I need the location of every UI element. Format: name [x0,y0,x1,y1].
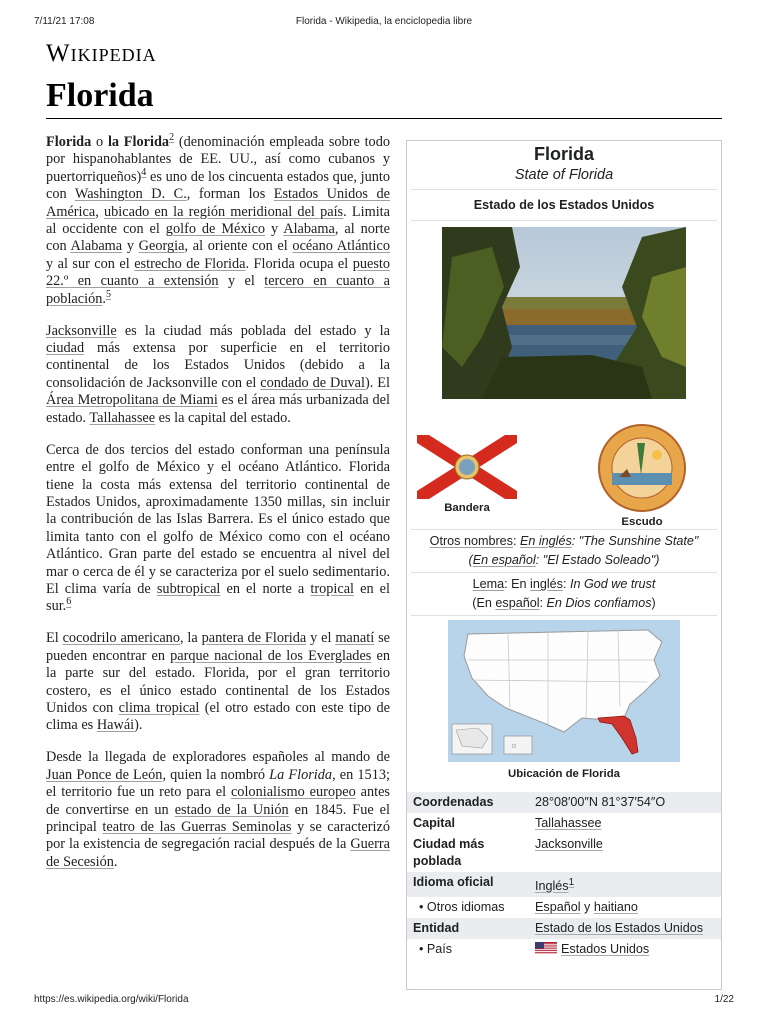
text: , en 1513; el territorio fue un reto para el [46,766,390,801]
link-panther[interactable]: pantera de Florida [201,630,307,647]
link-colonialism[interactable]: colonialismo europeo [230,784,356,801]
link-seminole-wars[interactable]: teatro de las Guerras Seminolas [102,819,292,835]
infobox-data-table [407,792,721,960]
divider [411,220,717,221]
row-capital [407,813,721,834]
link-jacksonville[interactable]: Jacksonville [46,322,117,339]
text: ) [651,596,656,610]
text: , la [179,630,202,647]
link-area-rank[interactable]: puesto 22.º en cuanto a extensión [46,255,391,290]
row-entity [407,918,721,939]
florida-flag-image[interactable] [417,435,517,499]
entity-value[interactable]: Estado de los Estados Unidos [535,921,704,936]
text: en la parte sur del estado. Florida, por el gran territorio costero, es el único estado continental de los Estados Unidos con [46,647,390,716]
text: : En [504,577,531,591]
text: : [571,534,579,548]
text: y [265,221,284,238]
text: es uno de los cincuenta estados que, junto con [46,168,390,203]
page-counter: 1/22 [714,994,734,1005]
nickname-lang-en[interactable]: En inglés [519,534,572,548]
history-paragraph [46,749,390,871]
title-divider [46,118,722,119]
link-atlantic[interactable]: océano Atlántico [292,238,390,255]
text: . [102,290,106,307]
coordinates-label: Coordenadas [407,792,529,813]
link-alabama[interactable]: Alabama [70,238,123,255]
row-country [407,939,721,960]
infobox [406,140,722,990]
link-washington[interactable]: Washington D. C. [74,186,187,203]
text: ). [134,717,143,734]
link-subtropical[interactable]: subtropical [156,580,221,597]
link-hawaii[interactable]: Hawái [96,717,135,734]
print-date: 7/11/21 17:08 [34,16,95,27]
link-tallahassee[interactable]: Tallahassee [89,409,156,426]
text: , al norte con [46,221,390,255]
coordinates-value[interactable]: 28°08′00″N 81°37′54″O [529,792,721,813]
text: (denominación empleada sobre todo por hispanohablantes de EE. UU., así como cubanos y puertorriqueños) [46,134,391,185]
link-strait[interactable]: estrecho de Florida [134,255,246,272]
nickname-value-en: "The Sunshine State" [578,534,699,548]
wikipedia-wordmark[interactable]: Wikipedia [46,40,157,67]
link-duval[interactable]: condado de Duval [260,374,365,391]
text: : [539,596,547,610]
text: más extensa por superficie en el territorio continental de los Estados Unidos (debido a la consolidación de Jacksonville con el [46,340,390,391]
row-coordinates [407,792,721,813]
text: , al oriente con el [184,238,293,255]
text: y al sur con el [46,255,135,272]
text: es el área más urbanizada del estado. [46,392,390,426]
state-symbols [407,409,721,529]
text: en 1845. Fue el principal [46,801,390,835]
divider [411,615,717,616]
infobox-entity-type: Estado de los Estados Unidos [473,198,655,212]
text: ) [655,553,660,567]
text: antes de convertirse en un [46,784,390,818]
link-population-rank[interactable]: tercero en cuanto a población [46,273,390,307]
cities-paragraph [46,323,390,427]
location-map[interactable] [448,620,680,762]
florida-seal-image[interactable] [597,423,687,513]
reference[interactable]: 4 [141,167,147,179]
text: . [113,853,118,870]
intro-paragraph [46,134,390,308]
text: , [95,203,104,220]
text: es la ciudad más poblada del estado y la [116,322,390,339]
other-languages-label: • Otros idiomas [419,900,505,915]
country-label: • País [419,942,453,957]
motto-lang-es[interactable]: español [495,596,540,610]
text: Desde la llegada de exploradores españoles al mando de [46,749,390,766]
text: y el [218,273,265,290]
text: (En [472,596,496,610]
reference[interactable]: 5 [105,288,111,300]
link-gulf[interactable]: golfo de México [165,221,266,238]
text: . Florida ocupa el [245,255,353,272]
capital-label: Capital [413,816,455,830]
motto-label[interactable]: Lema [472,577,505,591]
page-title: Florida [46,77,154,114]
geography-paragraph [46,442,390,616]
infobox-header [407,141,721,185]
text: y [122,238,139,255]
article-body [46,134,390,886]
text: (el otro estado con este tipo de clima es [46,699,390,734]
country-value[interactable]: Estados Unidos [561,942,650,957]
text: El [46,630,63,647]
motto-row [407,573,721,615]
link-city[interactable]: ciudad [46,340,85,357]
print-document-title: Florida - Wikipedia, la enciclopedia libre [295,16,473,27]
nickname-value-es: "El Estado Soleado" [542,553,656,567]
text: es la capital del estado. [155,409,291,426]
text: y se caracterizó por la existencia de segregación racial después de la [46,819,390,853]
print-footer [34,994,734,1008]
official-language-value[interactable]: Inglés [535,879,569,894]
link-georgia[interactable]: Georgia [138,238,185,255]
text: en el sur. [46,580,390,615]
wildlife-paragraph [46,630,390,734]
bold-term: Florida [46,134,92,150]
link-union-state[interactable]: estado de la Unión [174,801,289,818]
motto-lang-en[interactable]: inglés [530,577,563,591]
row-official-language [407,872,721,897]
flag-caption: Bandera [444,502,490,514]
infobox-title: Florida [533,144,594,164]
text: . Limita al occidente con el [46,203,390,238]
largest-city-label: Ciudad más poblada [413,837,485,868]
motto-value-en: In God we trust [569,577,656,591]
text: : [512,534,520,548]
link-manatee[interactable]: manatí [335,630,375,647]
link-crocodile[interactable]: cocodrilo americano [62,630,180,647]
nickname-label[interactable]: Otros nombres [429,534,513,548]
infobox-subtitle: State of Florida [514,167,614,183]
text: , forman los [186,186,274,203]
nickname-lang-es[interactable]: En español [472,553,536,567]
link-usa[interactable]: Estados Unidos de América [46,186,390,220]
link-miami-metro[interactable]: Área Metropolitana de Miami [46,392,218,409]
link-everglades[interactable]: parque nacional de los Everglades [170,647,372,664]
link-ponce-de-leon[interactable]: Juan Ponce de León [46,766,163,783]
map-caption: Ubicación de Florida [507,768,621,780]
capital-value[interactable]: Tallahassee [535,816,602,830]
language-spanish[interactable]: Español [535,900,581,915]
seal-caption: Escudo [621,516,663,528]
text: ). El [365,374,390,391]
row-other-languages [407,897,721,918]
motto-value-es: En Dios confiamos [546,596,652,610]
bold-term: la Florida [107,134,170,150]
flag-block [417,435,517,514]
text: se pueden encontrar en [46,630,390,664]
text: y [580,900,594,915]
text: en el norte a [220,580,311,597]
text: : [562,577,570,591]
reference[interactable]: 6 [66,596,72,608]
link-alabama[interactable]: Alabama [283,221,335,238]
text: : [535,553,543,567]
text: o [91,134,108,150]
text: y el [306,630,336,647]
language-haitian[interactable]: haitiano [593,900,638,915]
text: ( [468,553,473,567]
link-tropical-climate[interactable]: clima tropical [118,699,200,716]
largest-city-value[interactable]: Jacksonville [535,837,603,851]
link-region[interactable]: ubicado en la región meridional del país [103,203,344,220]
reference[interactable]: 1 [568,877,575,888]
reference[interactable]: 2 [169,132,175,144]
print-url: https://es.wikipedia.org/wiki/Florida [34,994,189,1005]
link-tropical[interactable]: tropical [310,580,355,597]
nickname-row [407,530,721,572]
row-largest-city [407,834,721,872]
seal-block [597,423,687,528]
text: , quien la nombró [162,766,270,783]
print-header [34,16,734,30]
entity-label: Entidad [407,918,529,939]
link-civil-war[interactable]: Guerra de Secesión [46,836,390,870]
landscape-photo[interactable] [442,227,686,399]
text: Cerca de dos tercios del estado conforman una península entre el golfo de México y el océano Atlántico. Florida tiene la costa más extensa del territorio continental de Estados Unidos, aproximadamente 1350 millas, sin incluir la contribución de las Islas Barrera. Es el único estado que limita tanto con el golfo de México como con el océano Atlántico. Gran parte del estado se encuentra al nivel del mar o cerca de él y se caracteriza por el suelo sedimentario. El clima varía de [46,441,390,597]
italic-term: La Florida [269,766,333,783]
us-flag-icon [535,942,557,954]
official-language-label: Idioma oficial [407,872,529,897]
